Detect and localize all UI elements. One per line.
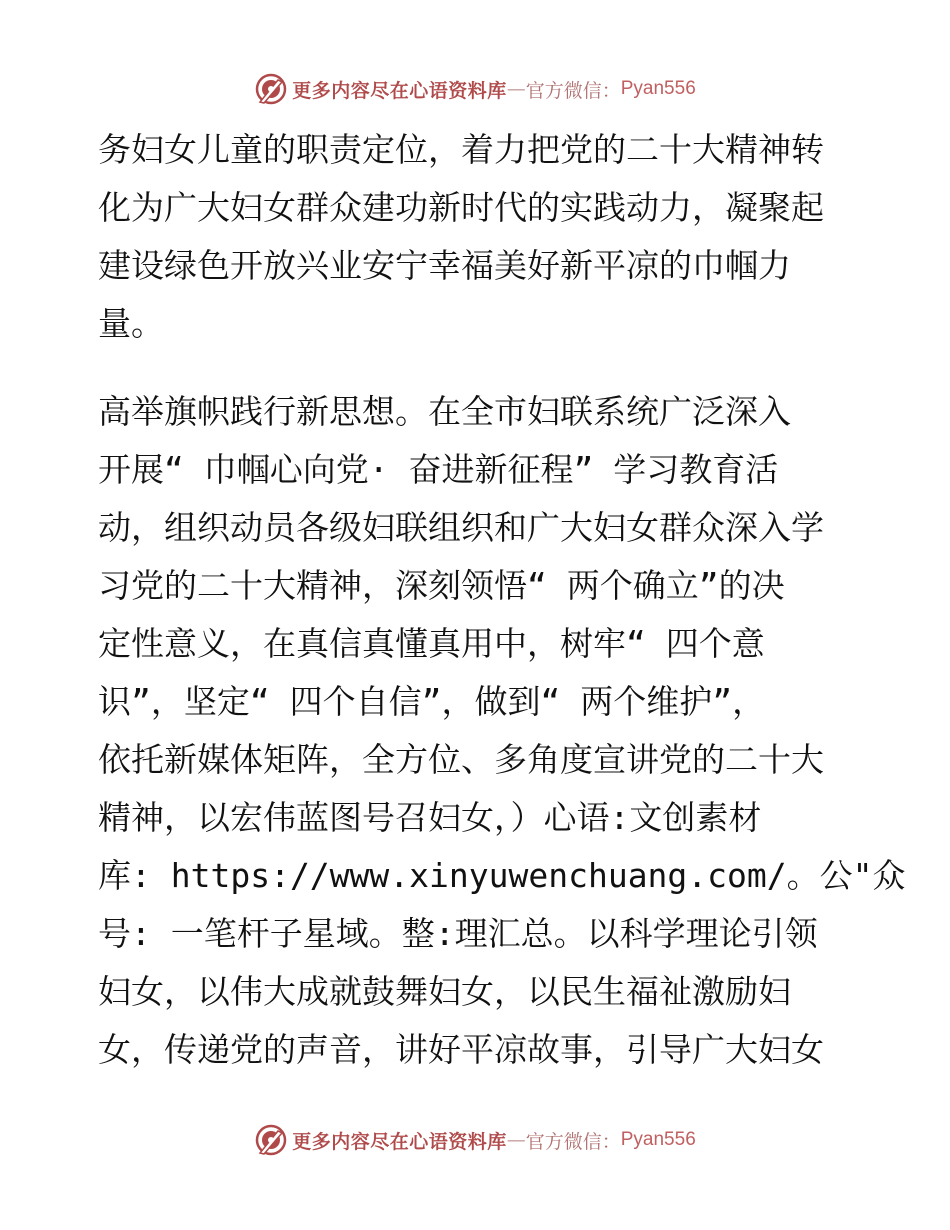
header-banner [0, 72, 950, 106]
banner-weixin-label: 官方微信： [525, 1130, 621, 1153]
document-body [98, 121, 906, 1079]
text-line: 号: 一笔杆子星域。整:理汇总。以科学理论引领 [98, 914, 818, 953]
text-line: 精神，以宏伟蓝图号召妇女，）心语:文创素材 [98, 798, 762, 837]
text-line: 动，组织动员各级妇联组织和广大妇女群众深入学 [98, 508, 824, 547]
text-line: 开展“ 巾帼心向党· 奋进新征程” 学习教育活 [98, 450, 779, 489]
paragraph-gap [98, 353, 858, 383]
text-line: 建设绿色开放兴业安宁幸福美好新平凉的巾帼力 [98, 246, 791, 285]
banner-weixin-label: 官方微信： [525, 79, 621, 102]
quill-seal-icon [254, 1123, 288, 1157]
footer-banner [0, 1123, 950, 1157]
banner-separator: — [506, 78, 526, 100]
text-line: 识”，坚定“ 四个自信”，做到“ 两个维护”， [98, 682, 766, 721]
text-line: 化为广大妇女群众建功新时代的实践动力，凝聚起 [98, 188, 824, 227]
text-line: 量。 [98, 304, 164, 343]
banner-weixin-id: Pyan556 [620, 78, 696, 99]
text-line: 妇女，以伟大成就鼓舞妇女，以民生福祉激励妇 [98, 972, 791, 1011]
banner-title: 更多内容尽在心语资料库 [292, 79, 507, 102]
quill-seal-icon [254, 72, 288, 106]
text-line: 务妇女儿童的职责定位，着力把党的二十大精神转 [98, 130, 824, 169]
text-line: 高举旗帜践行新思想。在全市妇联系统广泛深入 [98, 392, 791, 431]
text-line: 女，传递党的声音，讲好平凉故事，引导广大妇女 [98, 1030, 824, 1069]
text-line: 定性意义，在真信真懂真用中，树牢“ 四个意 [98, 624, 765, 663]
banner-title: 更多内容尽在心语资料库 [292, 1130, 507, 1153]
paragraph-2 [98, 383, 906, 1079]
text-line: 习党的二十大精神，深刻领悟“ 两个确立”的决 [98, 566, 785, 605]
text-line: 库: https://www.xinyuwenchuang.com/。公"众 [98, 856, 906, 895]
banner-weixin-id: Pyan556 [620, 1129, 696, 1150]
banner-separator: — [506, 1129, 526, 1151]
text-line: 依托新媒体矩阵，全方位、多角度宣讲党的二十大 [98, 740, 824, 779]
paragraph-1 [98, 121, 858, 353]
